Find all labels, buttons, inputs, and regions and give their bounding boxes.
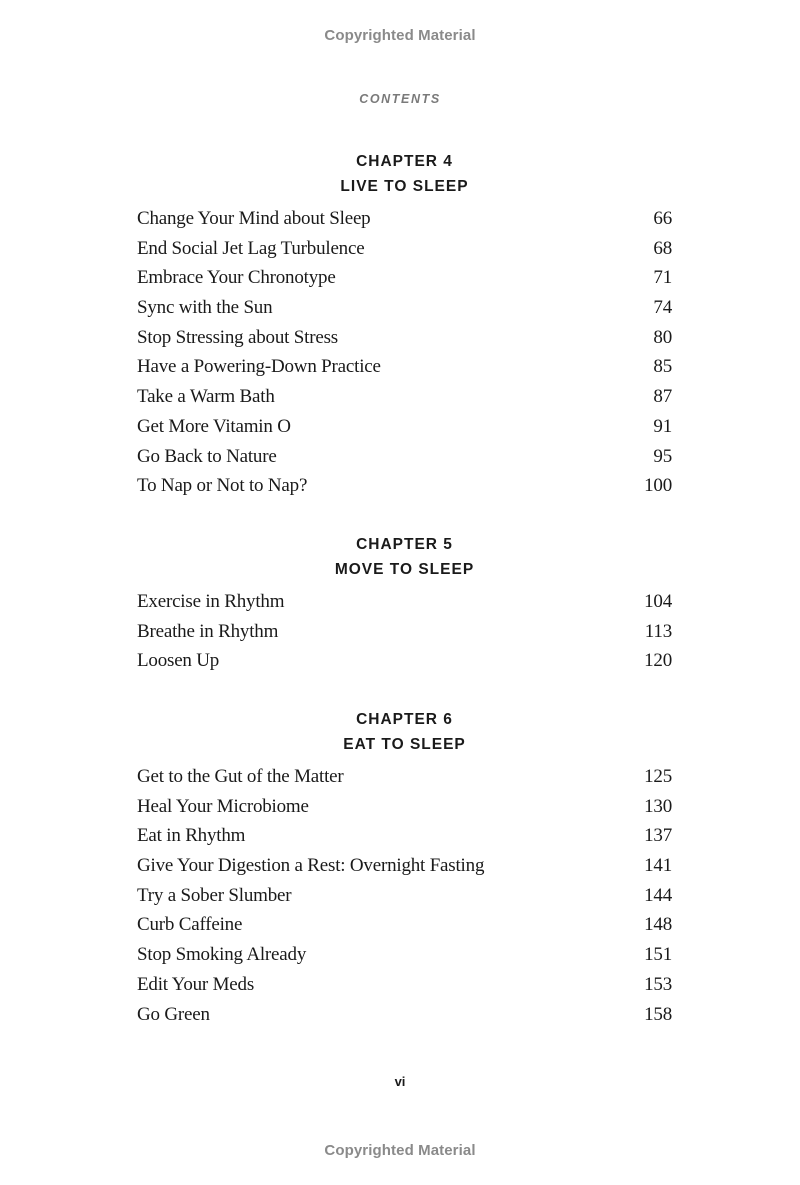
toc-entry-page: 144 [644,884,672,906]
toc-entry [137,446,672,476]
toc-entry-title: Stop Smoking Already [137,944,307,966]
toc-entry-page: 113 [644,620,672,642]
toc-entry-page: 125 [644,766,672,787]
toc-entry-title: Heal Your Microbiome [137,795,309,817]
chapter-number: CHAPTER 6 [356,711,453,728]
toc-entry [137,944,672,974]
toc-entry-title: Eat in Rhythm [137,825,246,847]
toc-entry-title: Stop Stressing about Stress [137,326,338,348]
toc-entry-title: End Social Jet Lag Turbulence [137,237,365,259]
toc-entry [137,974,672,1004]
toc-entry-page: 130 [644,795,672,817]
toc-entry-page: 100 [644,475,672,497]
toc-entry-title: Try a Sober Slumber [137,884,292,906]
toc-entry-page: 87 [653,386,672,408]
toc-entry-title: Get More Vitamin O [137,415,291,437]
chapter-title: LIVE TO SLEEP [340,178,469,195]
toc-entry-page: 104 [644,591,672,612]
toc-entry-page: 80 [653,326,672,348]
toc-entry-title: Sync with the Sun [137,297,273,319]
chapter-title: EAT TO SLEEP [343,736,466,753]
toc-entry [137,386,672,416]
toc-entry-page: 158 [644,1003,672,1025]
toc-entry-title: Edit Your Meds [137,973,255,995]
toc-entry [137,825,672,855]
toc-entry [137,914,672,944]
toc-entry [137,796,672,826]
toc-entry-title: Exercise in Rhythm [137,591,285,612]
toc-entry-page: 85 [653,356,672,378]
toc-entry [137,855,672,885]
toc-entries [137,591,672,680]
toc-entry-title: To Nap or Not to Nap? [137,475,308,497]
toc-entry-title: Change Your Mind about Sleep [137,208,371,229]
toc-entry [137,238,672,268]
toc-entry-title: Go Back to Nature [137,445,277,467]
toc-entry-page: 153 [644,973,672,995]
chapter-section [137,707,672,1033]
toc-entry-page: 137 [644,825,672,847]
toc-entry-page: 91 [653,415,672,437]
chapter-section [137,149,672,505]
toc-entry-page: 151 [644,944,672,966]
toc-entry [137,1004,672,1034]
chapter-section [137,532,672,680]
toc-entry-page: 71 [653,267,672,289]
toc-entry-title: Curb Caffeine [137,914,243,936]
toc-entry [137,208,672,238]
toc-entry [137,416,672,446]
toc-entry [137,885,672,915]
page-number: vi [394,1074,406,1089]
toc-entry-page: 66 [653,208,672,229]
toc-entry-title: Go Green [137,1003,210,1025]
toc-entry [137,591,672,621]
toc-entry-title: Get to the Gut of the Matter [137,766,344,787]
toc-entry-page: 95 [653,445,672,467]
chapter-number: CHAPTER 5 [356,536,453,553]
chapter-number: CHAPTER 4 [356,153,453,170]
toc-entries [137,766,672,1033]
copyright-notice-top: Copyrighted Material [324,27,476,44]
toc-entry [137,475,672,505]
toc-entry-title: Breathe in Rhythm [137,620,279,642]
toc-entries [137,208,672,505]
toc-entry-page: 141 [644,855,672,877]
toc-entry [137,327,672,357]
toc-entry [137,766,672,796]
toc-entry [137,650,672,680]
running-head: CONTENTS [359,92,441,106]
toc-entry-title: Embrace Your Chronotype [137,267,336,289]
chapter-title: MOVE TO SLEEP [334,561,475,578]
toc-entry-page: 74 [653,297,672,319]
copyright-notice-bottom: Copyrighted Material [324,1142,476,1159]
toc-entry [137,267,672,297]
toc-entry-page: 68 [653,237,672,259]
toc-entry-title: Have a Powering-Down Practice [137,356,381,378]
toc-entry [137,356,672,386]
toc-entry-title: Give Your Digestion a Rest: Overnight Fasting [137,855,485,877]
toc-entry-page: 120 [644,650,672,672]
toc-entry-title: Loosen Up [137,650,220,672]
toc-entry-title: Take a Warm Bath [137,386,275,408]
toc-entry [137,297,672,327]
toc-entry-page: 148 [644,914,672,936]
toc-entry [137,621,672,651]
